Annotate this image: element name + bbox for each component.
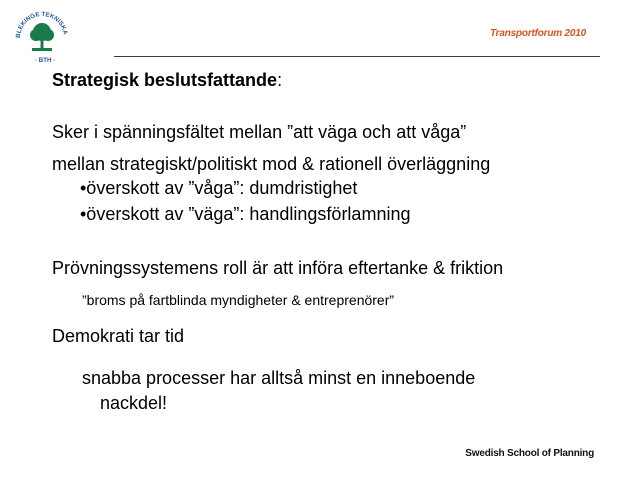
slide-title [52,70,282,91]
header-divider [114,56,600,57]
bth-logo [10,8,74,64]
body-line-1: Sker i spänningsfältet mellan ”att väga och att våga” [52,122,467,142]
body-line-6: nackdel! [100,393,168,413]
svg-text:BLEKINGE TEKNISKA HÖGSKOLA: BLEKINGE TEKNISKA [14,10,69,39]
slide-title-colon: : [277,70,283,90]
svg-text:· BTH ·: · BTH · [35,57,56,64]
quote-line: ”broms på fartblinda myndigheter & entreprenörer” [82,292,395,308]
bullet-2: •överskott av ”väga”: handlingsförlamning [80,204,411,224]
body-line-5: snabba processer har alltså minst en inneboende [82,368,476,388]
body-line-3: Prövningssystemens roll är att införa eftertanke & friktion [52,258,504,278]
slide-title-text: Strategisk beslutsfattande [52,70,278,90]
body-line-2: mellan strategiskt/politiskt mod & rationell överläggning [52,154,491,174]
bullet-1: •överskott av ”våga”: dumdristighet [80,178,358,198]
body-line-4: Demokrati tar tid [52,326,185,346]
footer-school: Swedish School of Planning [465,448,594,459]
conference-label: Transportforum 2010 [489,28,586,39]
